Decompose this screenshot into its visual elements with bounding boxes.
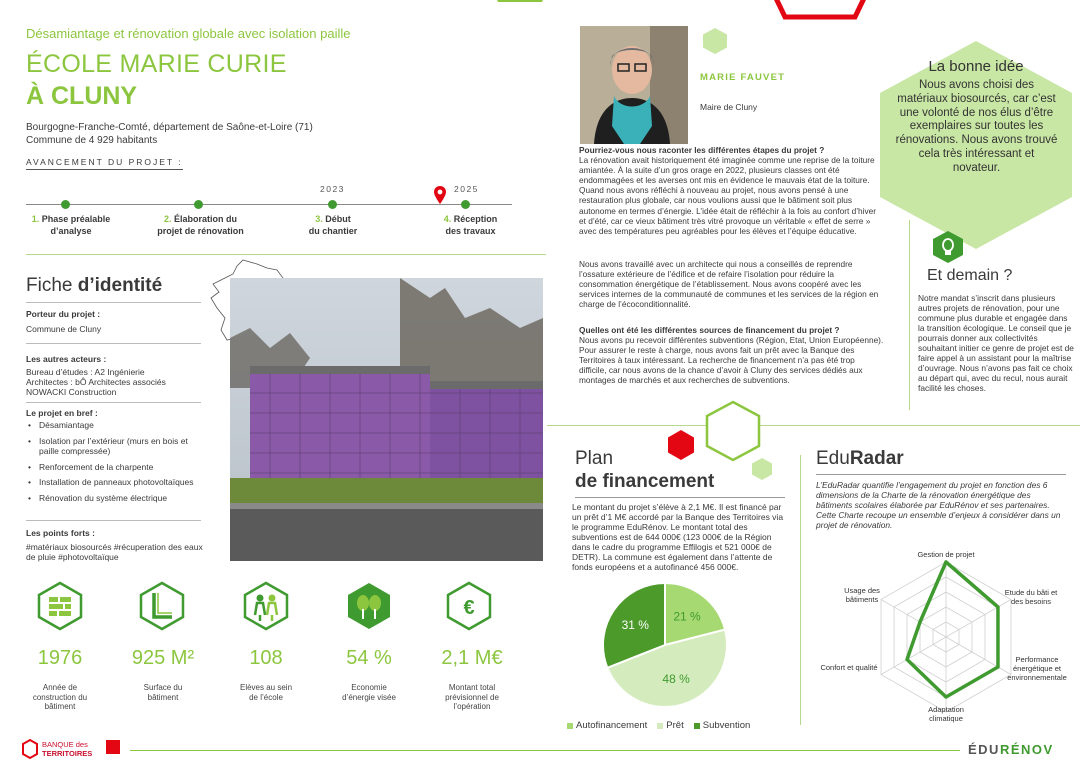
- stat-value: 2,1 M€: [441, 647, 503, 669]
- demain-text: Notre mandat s’inscrit dans plusieurs autres projets de rénovation, pour une commune plus durable et engagée dans la transition écologique. Le conseil que je pourrais donner aux collectivités souhaitant initier ce genre de projet est de faire appel à un assistant pour la maîtrise d’ouvrage. Nous n’avons pas fait ce choix au départ qui, avec du recul, nous aurait facilité les choses.: [918, 293, 1074, 393]
- radar-point: [944, 695, 947, 698]
- stat-label-line: Surface du: [143, 683, 183, 692]
- legend-item: [694, 720, 751, 731]
- step-number: 2.: [163, 214, 172, 224]
- stat-label-line: Année de: [42, 683, 78, 692]
- decorative-hexagon: [480, 0, 560, 10]
- fiche-title-b: d’identité: [77, 275, 163, 296]
- answer: Nous avons pu recevoir différentes subventions (Région, Etat, Union Européenne). Pour assurer le reste à charge, nous avons fait un prêt avec la Banque des Territoires à taux intéressant. La recherche de financement n’a pas été trop difficile, car nous avons de la chance d’avoir à Cluny des services dédiés aux montages de marchés et aux recherches de subventions.: [579, 335, 884, 386]
- radar-axis: [881, 600, 946, 638]
- list-item: • Désamiantage: [26, 420, 206, 431]
- acteur-line: NOWACKI Construction: [26, 387, 117, 397]
- stat-label-line: construction du: [32, 692, 88, 702]
- radar-axis-label: [917, 550, 975, 559]
- decorative-hexagon-outline: [755, 0, 885, 35]
- radar-axis-label: [844, 586, 880, 604]
- step-label: Réception: [453, 214, 498, 224]
- step-number: 4.: [443, 214, 452, 224]
- radar-point: [944, 560, 947, 563]
- step-label: Phase préalable: [41, 214, 111, 224]
- mayor-role: Maire de Cluny: [700, 102, 758, 112]
- lightbulb-icon: [932, 230, 964, 264]
- radar-axis-label-line: énergétique et: [1013, 664, 1061, 673]
- timeline-step: [148, 213, 253, 237]
- radar-axis-label-line: environnementale: [1007, 673, 1067, 682]
- section-rule: [26, 302, 201, 303]
- banque-des-territoires-text: [42, 741, 92, 758]
- stat-label: [427, 683, 517, 712]
- bref-list: [26, 420, 206, 508]
- section-rule: [26, 520, 201, 521]
- legend-item: [657, 720, 683, 731]
- euro-icon: [446, 581, 492, 631]
- porteur-heading: Porteur du projet :: [26, 309, 101, 319]
- school-photo: [230, 278, 543, 561]
- financing-pie-chart: [600, 580, 730, 710]
- stat-value: 54 %: [346, 647, 392, 669]
- region-line: Bourgogne-Franche-Comté, département de Saône-et-Loire (71): [26, 122, 313, 133]
- timeline-year: 2025: [454, 184, 479, 194]
- timeline-dot: [328, 200, 337, 209]
- interview-q2: [579, 325, 884, 386]
- radar-axis-label-line: Confort et qualité: [820, 663, 878, 672]
- svg-text:€: €: [463, 597, 475, 619]
- edurenov-logo-b: RÉNOV: [999, 742, 1054, 757]
- step-label: du chantier: [308, 226, 358, 236]
- surface-icon: [139, 581, 185, 631]
- porteur-text: Commune de Cluny: [26, 324, 102, 334]
- section-divider: [547, 425, 1080, 426]
- stat-label-line: de l’école: [249, 692, 283, 702]
- pie-value-label: 21 %: [673, 609, 701, 624]
- timeline-dot: [194, 200, 203, 209]
- population-line: Commune de 4 929 habitants: [26, 135, 158, 146]
- bricks-icon: [37, 581, 83, 631]
- plan-text: Le montant du projet s’élève à 2,1 M€. Il est financé par un prêt d’1 M€ accordé par la Banque des Territoires via le programme EduRénov. Le montant total des subventions est de 644 000€ (123 000€ de la Région dans le cadre du programme Effilogis et 521 000€ de DETR). La commune est également dans l’attente de fonds européens et a autofinancé 456 000€.: [572, 502, 784, 572]
- timeline-step: [433, 213, 508, 237]
- forts-heading: Les points forts :: [26, 528, 95, 538]
- radar-axis-label: [820, 663, 877, 672]
- decorative-hexagon-outline: [705, 400, 761, 462]
- step-label: Début: [325, 214, 351, 224]
- section-rule: [26, 402, 201, 403]
- vertical-rule: [909, 220, 910, 410]
- stat-label-line: prévisionnel de: [445, 692, 499, 702]
- acteur-line: Bureau d’études : A2 Ingénierie: [26, 367, 145, 377]
- timeline-axis: [26, 204, 512, 205]
- acteurs-text: [26, 367, 206, 397]
- students-icon: [243, 581, 289, 631]
- section-divider: [26, 254, 546, 255]
- radar-axis-label: [1007, 655, 1067, 682]
- timeline-step: [298, 213, 368, 237]
- step-number: 3.: [315, 214, 323, 224]
- bdt-line: TERRITOIRES: [42, 748, 93, 758]
- legend-swatch: [567, 723, 573, 729]
- stat-label: [221, 683, 311, 702]
- stat-value: 108: [249, 647, 283, 669]
- answer: La rénovation avait historiquement été imaginée comme une reprise de la toiture amiantée. À la suite d’un gros orage en 2022, plusieurs classes ont été endommagées et les averses ont mis en évidence le mauvais état de la toiture. Quand nous avons réfléchi à nouveau au projet, nous avons pensé à une restauration plus globale, car nous voulions aussi que le bâtiment soit plus autonome en termes d’énergie. L’idée était de réfléchir à la fois au confort d’hiver et d’été, car ce vieux bâtiment très vitré provoque un véritable « effet de serre » avec des températures peu agréables pour les élèves et l’équipe éducative.: [579, 155, 877, 236]
- page-title: ÉCOLE MARIE CURIE: [26, 50, 287, 78]
- list-item: • Installation de panneaux photovoltaïques: [26, 477, 206, 488]
- acteur-line: Architectes : bÔ Architectes associés: [26, 377, 166, 387]
- stat-label-line: Montant total: [448, 683, 496, 692]
- pie-value-label: 48 %: [662, 672, 690, 687]
- stat-label: [324, 683, 414, 702]
- section-rule: [816, 474, 1066, 475]
- step-label: d’analyse: [50, 226, 92, 236]
- stat-label: [15, 683, 105, 712]
- radar-axis: [946, 637, 1011, 675]
- radar-point: [918, 620, 921, 623]
- legend-label: Subvention: [702, 720, 751, 731]
- pie-legend: [567, 720, 750, 731]
- plan-title: Plan: [575, 448, 614, 469]
- eduradar-title-b: Radar: [849, 448, 904, 469]
- legend-label: Prêt: [666, 720, 684, 731]
- mayor-name: MARIE FAUVET: [700, 72, 786, 83]
- stat-value: 925 M²: [131, 647, 195, 669]
- radar-axis-label-line: Usage des: [844, 586, 880, 595]
- radar-axis-label-line: Gestion de projet: [917, 550, 975, 559]
- fiche-title: [26, 275, 162, 297]
- decorative-hexagon: [703, 28, 727, 54]
- radar-axis: [946, 600, 1011, 638]
- decorative-hexagon: [752, 458, 772, 480]
- location-pin-icon: [434, 186, 446, 204]
- step-label: projet de rénovation: [157, 226, 244, 236]
- edurenov-logo: [968, 742, 1054, 757]
- bdt-line: BANQUE des: [42, 740, 88, 749]
- demain-title: Et demain ?: [927, 267, 1013, 284]
- interview-p2: Nous avons travaillé avec un architecte qui nous a conseillés de reprendre l’ossature extérieure de l’édifice et de refaire l’isolation pour réduire la consommation énergétique de l’établissement. Nous avons coopéré avec les services internes de la communauté de communes et les services de la région en charge de l’écoconditionnalité.: [579, 259, 879, 310]
- project-subtitle: Désamiantage et rénovation globale avec isolation paille: [26, 26, 351, 41]
- timeline-year: 2023: [320, 184, 345, 194]
- stat-label-line: d’énergie visée: [342, 692, 396, 702]
- timeline-dot: [461, 200, 470, 209]
- stat-value: 1976: [37, 647, 83, 669]
- radar-point: [905, 658, 908, 661]
- radar-axis-label: [1005, 588, 1058, 606]
- stat-label-line: bâtiment: [44, 702, 76, 711]
- radar-point: [996, 665, 999, 668]
- radar-axis-label-line: Performance: [1015, 655, 1059, 664]
- forts-text: #matériaux biosourcés #récuperation des eaux de pluie #photovoltaïque: [26, 542, 203, 562]
- radar-axis-label-line: des besoins: [1010, 597, 1052, 606]
- plan-title-bold: de financement: [575, 471, 715, 492]
- step-label: des travaux: [445, 226, 496, 236]
- radar-axis-label-line: Etude du bâti et: [1004, 588, 1058, 597]
- timeline-dot: [61, 200, 70, 209]
- pie-value-label: 31 %: [621, 617, 649, 632]
- edurenov-logo-a: ÉDU: [968, 742, 1000, 757]
- radar-point: [996, 605, 999, 608]
- stat-label-line: l’opération: [453, 702, 491, 711]
- step-number: 1.: [31, 214, 40, 224]
- list-item: • Renforcement de la charpente: [26, 462, 206, 473]
- list-item: • Rénovation du système électrique: [26, 493, 206, 504]
- trees-icon: [346, 581, 392, 631]
- eduradar-title: [816, 448, 904, 470]
- section-rule: [26, 343, 201, 344]
- legend-label: Autofinancement: [576, 720, 648, 731]
- radar-series: [907, 562, 998, 697]
- footer-rule: [130, 750, 960, 751]
- page-title-city: À CLUNY: [26, 82, 138, 110]
- legend-swatch: [694, 723, 700, 729]
- eduradar-title-a: Edu: [816, 448, 850, 469]
- radar-axis-label-line: bâtiments: [845, 595, 879, 604]
- acteurs-heading: Les autres acteurs :: [26, 354, 107, 364]
- question: Pourriez-vous nous raconter les différentes étapes du projet ?: [579, 145, 825, 155]
- section-rule: [575, 497, 785, 498]
- stat-label-line: bâtiment: [147, 692, 179, 702]
- eduradar-chart: [815, 545, 1077, 730]
- legend-swatch: [657, 723, 663, 729]
- radar-axis-label: [928, 705, 964, 723]
- decorative-hexagon: [668, 430, 694, 460]
- idea-title: La bonne idée: [928, 58, 1024, 75]
- region-info: [26, 121, 313, 147]
- stat-label-line: Economie: [351, 683, 387, 692]
- interview-q1: [579, 145, 884, 236]
- radar-axis-label-line: climatique: [929, 714, 963, 723]
- vertical-rule: [800, 455, 801, 725]
- list-item: • Isolation par l’extérieur (murs en bois et paille compressée): [26, 436, 206, 457]
- mayor-photo: [580, 26, 688, 144]
- timeline-step: [26, 213, 116, 237]
- stat-label-line: Elèves au sein: [239, 683, 293, 692]
- fiche-title-a: Fiche: [26, 275, 78, 296]
- step-label: Élaboration du: [174, 214, 238, 224]
- stat-label: [118, 683, 208, 702]
- timeline-heading: AVANCEMENT DU PROJET :: [26, 157, 183, 170]
- radar-axis-label-line: Adaptation: [928, 705, 964, 714]
- question: Quelles ont été les différentes sources de financement du projet ?: [579, 325, 840, 335]
- eduradar-text: L’EduRadar quantifie l’engagement du projet en fonction des 6 dimensions de la Charte de la rénovation énergétique des bâtiments scolaires élaborée par EduRénov et ses partenaires. Cette Charte recoupe un ensemble d’enjeux à considérer dans un projet de rénovation.: [816, 480, 1061, 530]
- bref-heading: Le projet en bref :: [26, 408, 98, 418]
- idea-text: Nous avons choisi des matériaux biosourcés, car c’est une volonté de nos élus d’être exemplaires sur toutes les rénovations. Nous avons trouvé cela très intéressant et novateur.: [895, 79, 1058, 174]
- legend-item: [567, 720, 647, 731]
